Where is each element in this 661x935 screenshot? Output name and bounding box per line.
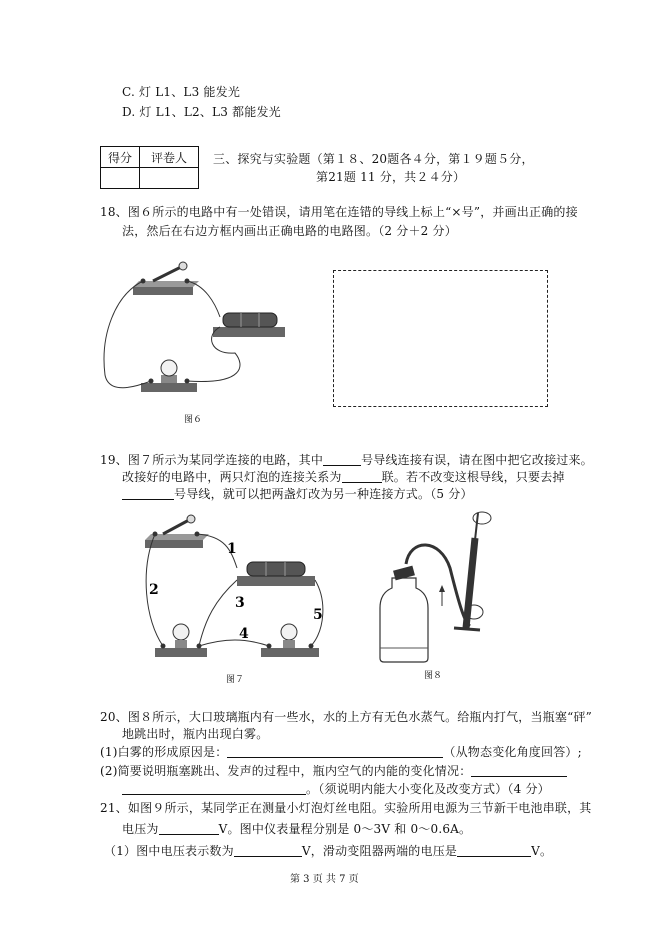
pump-rod [475, 513, 478, 540]
q21-part1-a: （1）图中电压表示数为 [104, 844, 234, 858]
grader-header: 评卷人 [140, 147, 199, 168]
wire-label-1: 1 [227, 541, 237, 557]
q20-part2-b: 。（须说明内能大小变化及改变方式）（4 分） [306, 782, 550, 796]
switch-lever [163, 520, 189, 534]
q21-line2-b: V。图中仪表量程分别是 0～3V 和 0～0.6A。 [218, 822, 472, 836]
score-table [100, 146, 199, 189]
q21-part1-b: V，滑动变阻器两端的电压是 [301, 844, 458, 858]
pump-foot [454, 628, 480, 630]
lamp-b-bulb [281, 624, 297, 640]
q19-line3 [122, 485, 473, 502]
q18-line1: 18、图６所示的电路中有一处错误，请用笔在连错的导线上标上“×号”，并画出正确的接 [100, 205, 578, 219]
q19-blank-remove[interactable] [122, 487, 174, 500]
score-cell[interactable] [101, 168, 140, 189]
section-title-line2: 第21题 11 分，共２４分） [316, 170, 466, 184]
q20-part1 [100, 743, 582, 760]
q19-blank-connection[interactable] [342, 470, 382, 483]
q20-blank-energy-1[interactable] [471, 764, 567, 777]
section-title-line1: 三、探究与实验题（第１８、20题各４分，第１９题５分， [213, 152, 534, 166]
q19-line1 [100, 451, 593, 468]
switch-base [133, 287, 193, 295]
lamp-base [141, 383, 197, 392]
q20-part2-a: (2)简要说明瓶塞跳出、发声的过程中，瓶内空气的内能的变化情况： [100, 764, 472, 778]
option-d: D. 灯 L1、L2、L3 都能发光 [122, 105, 281, 119]
q20-part2 [100, 762, 567, 779]
q21-blank-voltmeter[interactable] [234, 844, 302, 857]
option-c: C. 灯 L1、L3 能发光 [122, 85, 241, 99]
q20-blank-energy-2[interactable] [122, 782, 306, 795]
wire-label-4: 4 [239, 626, 249, 642]
q21-line1: 21、如图９所示，某同学正在测量小灯泡灯丝电阻。实验所用电源为三节新干电池串联，其 [100, 801, 592, 815]
figure-8-caption: 图８ [424, 671, 443, 681]
q21-part1 [104, 842, 552, 859]
hand-top [473, 512, 491, 524]
q20-blank-fog[interactable] [227, 745, 443, 758]
q21-blank-rheostat[interactable] [457, 844, 531, 857]
figure-8-apparatus [370, 508, 530, 668]
wire-label-5: 5 [313, 607, 323, 623]
q21-blank-voltage[interactable] [159, 822, 219, 835]
grader-cell[interactable] [140, 168, 199, 189]
figure-6-circuit [95, 255, 305, 415]
q19-line1-a: 19、图７所示为某同学连接的电路，其中 [100, 453, 324, 467]
q19-line1-b: 号导线连接有误，请在图中把它改接过来。 [361, 453, 593, 467]
page-footer: 第 3 页 共 7 页 [290, 874, 359, 885]
q21-line2 [122, 820, 471, 837]
wire-label-2: 2 [149, 582, 159, 598]
answer-box[interactable] [333, 270, 548, 407]
battery-base [237, 576, 315, 586]
q20-line2: 地跳出时，瓶内出现白雾。 [122, 727, 269, 741]
pump-barrel [466, 538, 475, 628]
switch-lever [153, 267, 181, 281]
q21-line2-a: 电压为 [122, 822, 159, 836]
figure-7-circuit [135, 510, 335, 670]
wire-3 [199, 580, 237, 646]
switch-base [145, 540, 203, 548]
wire-label-3: 3 [235, 595, 245, 611]
figure-7-caption: 图７ [226, 675, 245, 685]
score-header: 得分 [101, 147, 140, 168]
lamp-a-base [155, 648, 207, 657]
q20-part1-a: (1)白雾的形成原因是： [100, 745, 228, 759]
wire-left [104, 281, 151, 388]
lamp-a-bulb [173, 624, 189, 640]
q18-line2: 法，然后在右边方框内画出正确电路的电路图。（2 分＋2 分） [122, 224, 457, 238]
q20-part1-b: （从物态变化角度回答）; [443, 745, 582, 759]
switch-knob [179, 262, 187, 270]
glass-bottle [380, 578, 428, 662]
q19-blank-wire[interactable] [323, 453, 361, 466]
lamp-b-base [261, 648, 319, 657]
battery-cells [223, 313, 277, 327]
q20-part2-cont [122, 780, 550, 797]
q20-line1: 20、图８所示，大口玻璃瓶内有一些水，水的上方有无色水蒸气。给瓶内打气，当瓶塞“砰” [100, 710, 592, 724]
figure-6-caption: 图６ [184, 415, 203, 425]
q19-line2-b: 联。若不改变这根导线，只要去掉 [381, 470, 565, 484]
battery-base [213, 327, 285, 337]
battery-cells [247, 562, 305, 576]
q19-line3-b: 号导线，就可以把两盏灯改为另一种连接方式。（5 分） [174, 487, 473, 501]
lamp-bulb [161, 360, 177, 376]
wire-4 [199, 640, 269, 646]
q19-line2 [122, 468, 565, 485]
q21-part1-c: V。 [531, 844, 553, 858]
q19-line2-a: 改接好的电路中，两只灯泡的连接关系为 [122, 470, 342, 484]
